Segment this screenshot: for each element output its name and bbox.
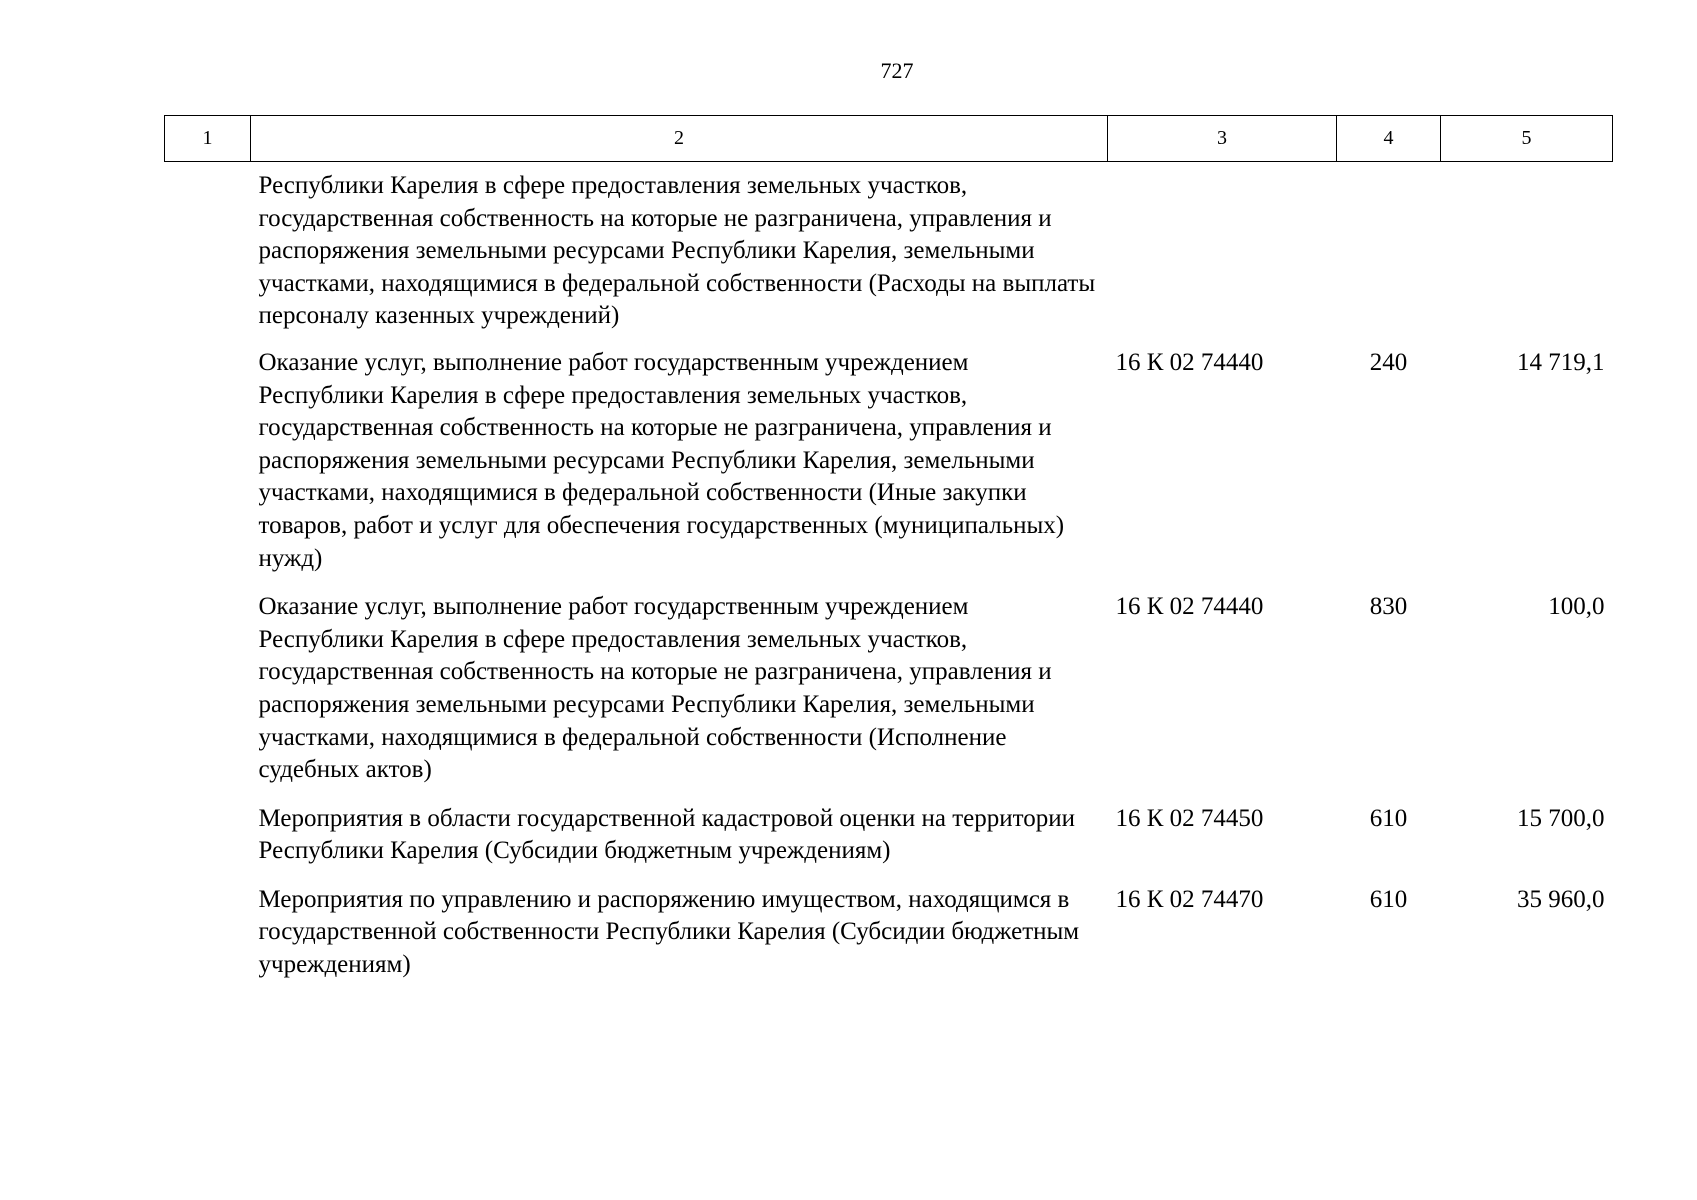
amount-cell: 100,0 [1548,593,1605,621]
header-col-5: 5 [1441,116,1613,162]
amount-cell [1441,162,1613,347]
description-cell: Республики Карелия в сфере предоставления земельных участков, государственная собственность на которые не разграничена, управления и распоряжения земельными ресурсами Республики Карелия, земельными участками, находящимися в федеральной собственности (Расходы на выплаты персоналу казенных учреждений) [258,172,1096,330]
amount-cell: 14 719,1 [1517,348,1605,376]
row-number-cell [165,803,251,884]
header-col-1: 1 [165,116,251,162]
description-cell: Оказание услуг, выполнение работ государственным учреждением Республики Карелия в сфере предоставления земельных участков, государственная собственность на которые не разграничена, управления и распоряжения земельными ресурсами Республики Карелия, земельными участками, находящимися в федеральной собственности (Исполнение судебных актов) [258,593,1052,784]
row-number-cell [165,162,251,347]
table-body [165,162,1613,998]
header-row [165,116,1613,162]
expense-type-cell: 610 [1369,885,1408,913]
code-cell: 16 К 02 74450 [1115,804,1264,832]
description-cell: Мероприятия в области государственной кадастровой оценки на территории Республики Карелия (Субсидии бюджетным учреждениям) [258,804,1075,865]
code-cell [1108,162,1337,347]
expense-type-cell: 830 [1369,593,1408,621]
header-col-2: 2 [251,116,1108,162]
table-row [165,803,1613,884]
code-cell: 16 К 02 74440 [1115,593,1264,621]
row-number-cell [165,591,251,803]
table-header [165,116,1613,162]
description-cell: Мероприятия по управлению и распоряжению имуществом, находящимся в государственной собственности Республики Карелия (Субсидии бюджетным учреждениям) [258,885,1080,979]
table-row [165,162,1613,347]
row-number-cell [165,347,251,591]
budget-table [164,115,1613,998]
code-cell: 16 К 02 74470 [1115,885,1264,913]
row-number-cell [165,884,251,998]
header-col-3: 3 [1108,116,1337,162]
table-row [165,347,1613,591]
header-col-4: 4 [1337,116,1441,162]
table-row [165,884,1613,998]
expense-type-cell [1337,162,1441,347]
amount-cell: 15 700,0 [1517,804,1605,832]
expense-type-cell: 240 [1369,348,1408,376]
amount-cell: 35 960,0 [1517,885,1605,913]
table-row [165,591,1613,803]
code-cell: 16 К 02 74440 [1115,348,1264,376]
expense-type-cell: 610 [1369,804,1408,832]
page-number: 727 [880,58,914,83]
description-cell: Оказание услуг, выполнение работ государственным учреждением Республики Карелия в сфере предоставления земельных участков, государственная собственность на которые не разграничена, управления и распоряжения земельными ресурсами Республики Карелия, земельными участками, находящимися в федеральной собственности (Иные закупки товаров, работ и услуг для обеспечения государственных (муниципальных) нужд) [258,348,1065,572]
